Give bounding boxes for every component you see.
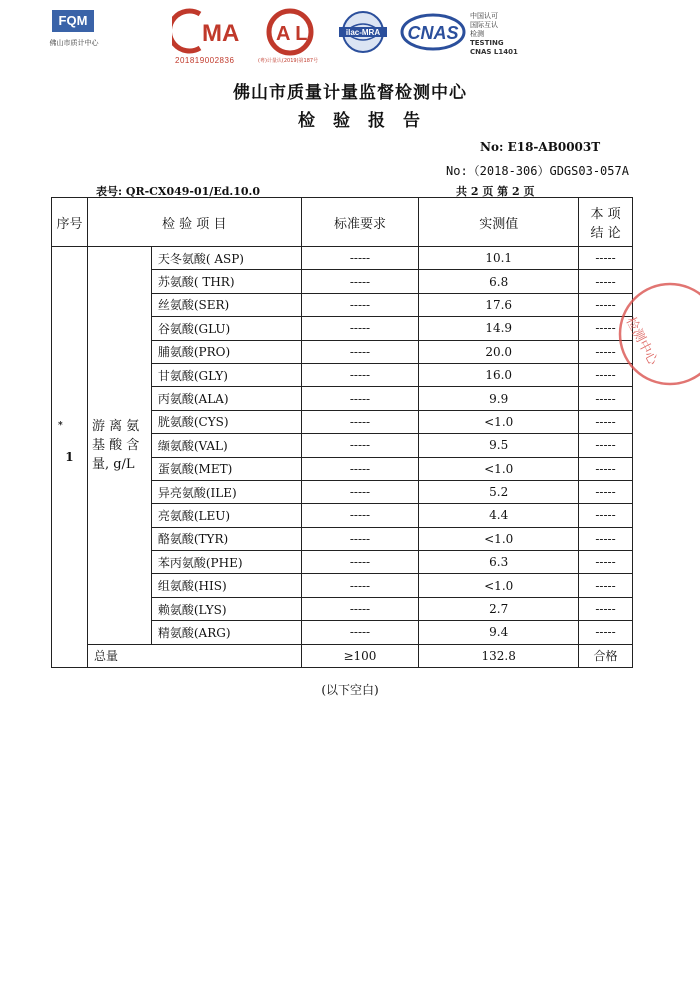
conclusion-cell: ----- <box>579 504 633 527</box>
measured-cell: 9.4 <box>419 621 579 644</box>
measured-cell: 4.4 <box>419 504 579 527</box>
measured-cell: 16.0 <box>419 363 579 386</box>
table-body <box>52 247 633 668</box>
ilac-logo-text: ilac-MRA <box>345 28 381 37</box>
cnas-testing: TESTING <box>470 39 504 47</box>
measured-cell: 17.6 <box>419 293 579 316</box>
report-title: 检验报告 <box>298 111 438 131</box>
blank-note: (以下空白) <box>321 683 379 697</box>
requirement-cell: ----- <box>301 434 419 457</box>
conclusion-cell: ----- <box>579 480 633 503</box>
requirement-cell: ----- <box>301 504 419 527</box>
cma-number: 201819002836 <box>175 56 235 65</box>
ilac-mra-logo-icon <box>335 10 391 56</box>
header-conclusion-line-2: 结 论 <box>590 226 621 241</box>
item-cell: 蛋氨酸(MET) <box>151 457 301 480</box>
cnas-logo-icon <box>400 12 466 52</box>
seal-stamp-icon <box>592 280 700 390</box>
measured-cell: 6.8 <box>419 270 579 293</box>
fqm-logo: FQM <box>52 10 94 32</box>
requirement-cell: ----- <box>301 621 419 644</box>
table-row <box>52 644 633 667</box>
conclusion-cell: ----- <box>579 551 633 574</box>
item-cell: 天冬氨酸( ASP) <box>151 247 301 270</box>
cnas-logo-text: CNAS <box>407 23 459 43</box>
group-label-line: 游 离 氨 <box>91 418 140 434</box>
measured-cell: <1.0 <box>419 410 579 433</box>
header-requirement: 标准要求 <box>301 198 419 247</box>
requirement-cell: ----- <box>301 317 419 340</box>
measured-cell: 14.9 <box>419 317 579 340</box>
item-cell: 丝氨酸(SER) <box>151 293 301 316</box>
item-cell: 苏氨酸( THR) <box>151 270 301 293</box>
conclusion-cell: ----- <box>579 434 633 457</box>
cal-number: (粤)计量认(2019)第187号 <box>258 58 319 64</box>
measured-cell: 6.3 <box>419 551 579 574</box>
cma-logo-text: MA <box>202 20 240 47</box>
measured-cell: 9.9 <box>419 387 579 410</box>
results-table <box>51 197 633 668</box>
measured-cell: 132.8 <box>419 644 579 667</box>
cnas-code: CNAS L1401 <box>470 48 518 56</box>
requirement-cell: ----- <box>301 410 419 433</box>
cma-logo-icon <box>172 8 252 54</box>
seq-number: 1 <box>65 450 74 465</box>
cnas-cn-line-1: 中国认可 <box>470 12 498 20</box>
item-cell: 甘氨酸(GLY) <box>151 363 301 386</box>
form-number: 表号: QR-CX049-01/Ed.10.0 <box>96 185 261 198</box>
table-header-row <box>52 198 633 247</box>
item-cell: 脯氨酸(PRO) <box>151 340 301 363</box>
requirement-cell: ----- <box>301 363 419 386</box>
conclusion-cell: ----- <box>579 574 633 597</box>
requirement-cell: ----- <box>301 480 419 503</box>
conclusion-cell: ----- <box>579 597 633 620</box>
measured-cell: 2.7 <box>419 597 579 620</box>
header-measured: 实测值 <box>419 198 579 247</box>
item-cell: 组氨酸(HIS) <box>151 574 301 597</box>
cal-logo-icon <box>262 8 318 58</box>
measured-cell: <1.0 <box>419 527 579 550</box>
conclusion-cell: ----- <box>579 457 633 480</box>
requirement-cell: ----- <box>301 574 419 597</box>
conclusion-cell: ----- <box>579 527 633 550</box>
requirement-cell: ----- <box>301 457 419 480</box>
conclusion-cell: ----- <box>579 340 633 363</box>
requirement-cell: ----- <box>301 293 419 316</box>
requirement-cell: ----- <box>301 387 419 410</box>
conclusion-cell: 合格 <box>579 644 633 667</box>
group-label-line: 量, g/L <box>91 456 135 472</box>
total-label: 总量 <box>87 644 301 667</box>
conclusion-cell: ----- <box>579 247 633 270</box>
group-label-line: 基 酸 含 <box>91 437 140 453</box>
header-conclusion-line-1: 本 项 <box>590 207 621 222</box>
report-number: No: E18-AB0003T <box>480 140 601 154</box>
measured-cell: 10.1 <box>419 247 579 270</box>
item-cell: 胱氨酸(CYS) <box>151 410 301 433</box>
requirement-cell: ----- <box>301 270 419 293</box>
item-cell: 缬氨酸(VAL) <box>151 434 301 457</box>
item-cell: 谷氨酸(GLU) <box>151 317 301 340</box>
item-cell: 酪氨酸(TYR) <box>151 527 301 550</box>
page-info: 共 2 页 第 2 页 <box>456 185 535 198</box>
header-item: 检 验 项 目 <box>87 198 301 247</box>
requirement-cell: ----- <box>301 340 419 363</box>
seq-marker: * <box>58 421 63 431</box>
fqm-logo-caption: 佛山市质计中心 <box>49 39 99 47</box>
item-cell: 苯丙氨酸(PHE) <box>151 551 301 574</box>
measured-cell: <1.0 <box>419 574 579 597</box>
requirement-cell: ----- <box>301 551 419 574</box>
group-label-cell <box>87 247 151 645</box>
item-cell: 亮氨酸(LEU) <box>151 504 301 527</box>
table-row <box>52 247 633 270</box>
measured-cell: 20.0 <box>419 340 579 363</box>
requirement-cell: ≥100 <box>301 644 419 667</box>
requirement-cell: ----- <box>301 527 419 550</box>
requirement-cell: ----- <box>301 597 419 620</box>
cnas-cn-line-3: 检测 <box>470 30 484 38</box>
conclusion-cell: ----- <box>579 621 633 644</box>
item-cell: 精氨酸(ARG) <box>151 621 301 644</box>
conclusion-cell: ----- <box>579 270 633 293</box>
conclusion-cell: ----- <box>579 317 633 340</box>
item-cell: 赖氨酸(LYS) <box>151 597 301 620</box>
measured-cell: 5.2 <box>419 480 579 503</box>
measured-cell: 9.5 <box>419 434 579 457</box>
conclusion-cell: ----- <box>579 387 633 410</box>
header-conclusion <box>579 198 633 247</box>
header-seq: 序号 <box>52 198 88 247</box>
item-cell: 丙氨酸(ALA) <box>151 387 301 410</box>
item-cell: 异亮氨酸(ILE) <box>151 480 301 503</box>
cnas-caption <box>470 12 518 57</box>
seq-cell <box>52 247 88 668</box>
conclusion-cell: ----- <box>579 363 633 386</box>
record-number: No:（2018-306）GDGS03-057A <box>446 164 629 178</box>
requirement-cell: ----- <box>301 247 419 270</box>
seal-text: 检测中心 <box>622 314 661 368</box>
cal-logo-text: A L <box>276 23 308 45</box>
measured-cell: <1.0 <box>419 457 579 480</box>
organization-name: 佛山市质量计量监督检测中心 <box>233 83 467 103</box>
cnas-cn-line-2: 国际互认 <box>470 21 498 29</box>
conclusion-cell: ----- <box>579 410 633 433</box>
conclusion-cell: ----- <box>579 293 633 316</box>
